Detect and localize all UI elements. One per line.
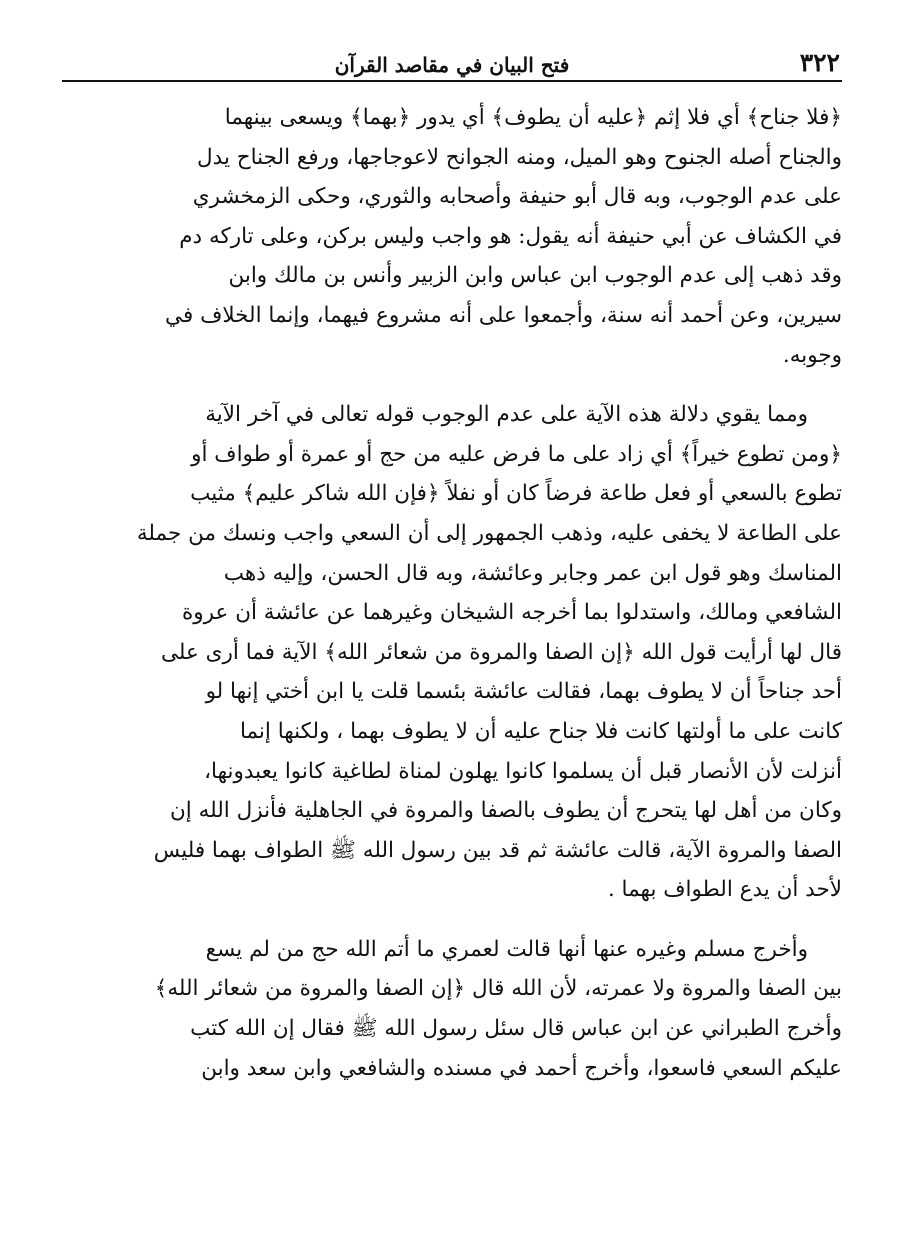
paragraph-1 — [62, 98, 842, 375]
text-line: وأخرج مسلم وغيره عنها أنها قالت لعمري ما أتم الله حج من لم يسع — [205, 936, 808, 962]
paragraph-3 — [62, 930, 842, 1088]
page-number: ٣٢٢ — [799, 48, 840, 77]
text-line: الصفا والمروة الآية، قالت عائشة ثم قد بين رسول الله ﷺ الطواف بهما فليس — [153, 837, 842, 863]
paragraph-2 — [62, 395, 842, 910]
page-body — [62, 82, 842, 1088]
text-line: سيرين، وعن أحمد أنه سنة، وأجمعوا على أنه مشروع فيهما، وإنما الخلاف في — [165, 302, 842, 328]
text-line: عليكم السعي فاسعوا، وأخرج أحمد في مسنده والشافعي وابن سعد وابن — [201, 1055, 842, 1081]
text-line: وكان من أهل لها يتحرج أن يطوف بالصفا والمروة في الجاهلية فأنزل الله إن — [169, 798, 842, 824]
running-title: فتح البيان في مقاصد القرآن — [334, 53, 570, 77]
text-line: تطوع بالسعي أو فعل طاعة فرضاً كان أو نفلاً ﴿فإن الله شاكر عليم﴾ مثيب — [190, 481, 842, 507]
text-line: أنزلت لأن الأنصار قبل أن يسلموا كانوا يهلون لمناة لطاغية كانوا يعبدونها، — [204, 758, 842, 784]
text-line: قال لها أرأيت قول الله ﴿إن الصفا والمروة من شعائر الله﴾ الآية فما أرى على — [160, 639, 842, 665]
text-line: بين الصفا والمروة ولا عمرته، لأن الله قال ﴿إن الصفا والمروة من شعائر الله﴾ — [154, 976, 842, 1002]
text-line: أحد جناحاً أن لا يطوف بهما، فقالت عائشة بئسما قلت يا ابن أختي إنها لو — [205, 679, 842, 705]
text-line: المناسك وهو قول ابن عمر وجابر وعائشة، وبه قال الحسن، وإليه ذهب — [223, 560, 842, 586]
page-header — [62, 40, 842, 82]
text-line: وجوبه. — [782, 342, 842, 368]
text-line: على عدم الوجوب، وبه قال أبو حنيفة وأصحابه والثوري، وحكى الزمخشري — [192, 184, 842, 210]
text-line: وأخرج الطبراني عن ابن عباس قال سئل رسول الله ﷺ فقال إن الله كتب — [190, 1016, 842, 1042]
text-line: كانت على ما أولتها كانت فلا جناح عليه أن لا يطوف بهما ، ولكنها إنما — [239, 718, 842, 744]
text-line: وقد ذهب إلى عدم الوجوب ابن عباس وابن الزبير وأنس بن مالك وابن — [228, 263, 842, 289]
text-line: والجناح أصله الجنوح وهو الميل، ومنه الجوانح لاعوجاجها، ورفع الجناح يدل — [197, 144, 842, 170]
text-line: ﴿ومن تطوع خيراً﴾ أي زاد على ما فرض عليه من حج أو عمرة أو طواف أو — [191, 441, 842, 467]
text-line: ﴿فلا جناح﴾ أي فلا إثم ﴿عليه أن يطوف﴾ أي يدور ﴿بهما﴾ ويسعى بينهما — [224, 105, 842, 130]
text-line: لأحد أن يدع الطواف بهما . — [607, 877, 842, 903]
text-line: على الطاعة لا يخفى عليه، وذهب الجمهور إلى أن السعي واجب ونسك من جملة — [136, 520, 842, 546]
text-line: الشافعي ومالك، واستدلوا بما أخرجه الشيخان وغيرهما عن عائشة أن عروة — [182, 600, 842, 626]
book-page — [62, 40, 842, 1240]
text-line: في الكشاف عن أبي حنيفة أنه يقول: هو واجب وليس بركن، وعلى تاركه دم — [179, 223, 842, 249]
text-line: ومما يقوي دلالة هذه الآية على عدم الوجوب قوله تعالى في آخر الآية — [205, 402, 808, 428]
